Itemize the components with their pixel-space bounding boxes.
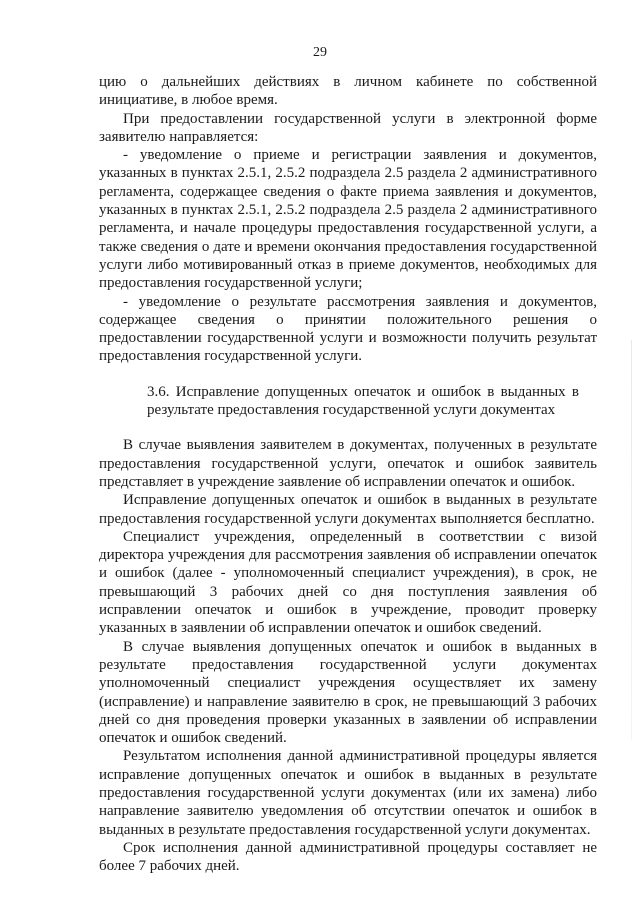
- paragraph-electronic-form-intro: При предоставлении государственной услуги в электронной форме заявителю направляется:: [99, 110, 597, 145]
- paragraph-procedure-term: Срок исполнения данной административной процедуры составляет не более 7 рабочих дней.: [99, 839, 597, 875]
- scan-edge-line: [631, 340, 632, 740]
- paragraph-free-correction: Исправление допущенных опечаток и ошибок в выданных в результате предоставления государственной услуги документах выполняется бесплатно.: [99, 492, 597, 527]
- paragraph-replacement: В случае выявления допущенных опечаток и ошибок в выданных в результате предоставления государственной услуги документах уполномоченный специалист учреждения осуществляет их замену (исправление) и направление заявителю в срок, не превышающий 3 рабочих дней со дня проведения проверки указанных в заявлении об исправлении опечаток и ошибок сведений.: [99, 638, 597, 747]
- page-number: 29: [313, 45, 327, 60]
- list-item-result-notification: - уведомление о результате рассмотрения заявления и документов, содержащее сведения о принятии положительного решения о предоставлении государственной услуги и возможности получить результат предоставления государственной услуги.: [99, 293, 597, 365]
- paragraph-procedure-result: Результатом исполнения данной административной процедуры является исправление допущенных опечаток и ошибок в выданных в результате предоставления государственной услуги документах (или их замена) либо направление заявителю уведомления об отсутствии опечаток и ошибок в выданных в результате предоставления государственной услуги документах.: [99, 748, 597, 838]
- paragraph-specialist-check: Специалист учреждения, определенный в соответствии с визой директора учреждения для рассмотрения заявления об исправлении опечаток и ошибок (далее - уполномоченный специалист учреждения), в срок, не превышающий 3 рабочих дней со дня поступления заявления об исправлении опечаток и ошибок в учреждение, проводит проверку указанных в заявлении об исправлении опечаток и ошибок сведений.: [99, 528, 597, 637]
- paragraph-error-detection: В случае выявления заявителем в документах, полученных в результате предоставления государственной услуги, опечаток и ошибок заявитель представляет в учреждение заявление об исправлении опечаток и ошибок.: [99, 437, 597, 490]
- list-item-receipt-notification: - уведомление о приеме и регистрации заявления и документов, указанных в пунктах 2.5.1, 2.5.2 подраздела 2.5 раздела 2 административного регламента, содержащее сведения о факте приема заявления и документов, указанных в пунктах 2.5.1, 2.5.2 подраздела 2.5 раздела 2 административного регламента, и начале процедуры предоставления государственной услуги, а также сведения о дате и времени окончания предоставления государственной услуги либо мотивированный отказ в приеме документов, необходимых для предоставления государственной услуги;: [99, 147, 597, 292]
- section-title-3-6: 3.6. Исправление допущенных опечаток и ошибок в выданных в результате предоставления государственной услуги документах: [147, 383, 579, 419]
- paragraph-continuation: цию о дальнейших действиях в личном кабинете по собственной инициативе, в любое время.: [99, 74, 597, 109]
- document-body: [99, 73, 597, 875]
